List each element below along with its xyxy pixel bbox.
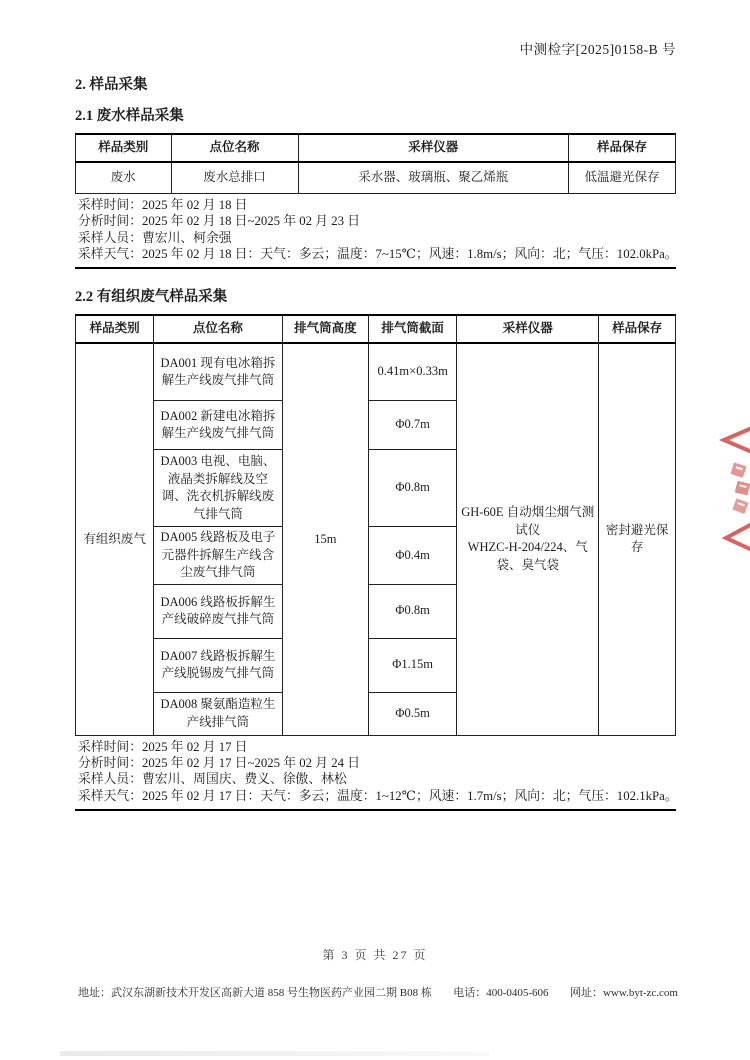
- cell-point-da008: DA008 聚氨酯造粒生产线排气筒: [154, 692, 282, 735]
- gas-info-block: [75, 736, 676, 811]
- section-title-organized-gas: 2.2 有组织废气样品采集: [75, 289, 228, 306]
- cell-category: 废水: [76, 162, 172, 194]
- company-website: 网址：www.byt-zc.com: [569, 987, 678, 999]
- cell-point-da001: DA001 现有电冰箱拆解生产线废气排气筒: [154, 343, 282, 401]
- sampling-staff: 采样人员：曹宏川、周国庆、费义、徐傲、林松: [78, 772, 347, 787]
- wastewater-info-block: [75, 194, 676, 269]
- document-number: 中测检字[2025]0158-B 号: [519, 42, 676, 57]
- page-number: 第 3 页 共 27 页: [322, 948, 428, 962]
- scan-artifact: [60, 1051, 490, 1056]
- wastewater-data-row: [76, 162, 676, 194]
- cell-instrument: [457, 343, 599, 735]
- gas-table: [75, 314, 676, 736]
- col-header-preservation: 样品保存: [599, 315, 676, 343]
- cell-section-da006: Φ0.8m: [369, 584, 457, 638]
- col-header-point-name: 点位名称: [154, 315, 282, 343]
- wastewater-table: [75, 133, 676, 194]
- company-phone: 电话：400-0405-606: [453, 987, 549, 999]
- section-title-wastewater: 2.1 废水样品采集: [75, 108, 184, 124]
- col-header-point-name: 点位名称: [171, 134, 298, 162]
- sampling-time: 采样时间：2025 年 02 月 18 日: [78, 198, 248, 212]
- cell-section-da003: Φ0.8m: [369, 450, 457, 527]
- instrument-line-2: WHZC-H-204/224、气袋、臭气袋: [467, 540, 588, 572]
- col-header-instrument: 采样仪器: [457, 315, 599, 343]
- cell-point-da002: DA002 新建电冰箱拆解生产线废气排气筒: [154, 401, 282, 450]
- red-stamp-fragment: [708, 424, 750, 554]
- analysis-time: 分析时间：2025 年 02 月 18 日~2025 年 02 月 23 日: [78, 214, 361, 229]
- cell-preservation: 低温避光保存: [568, 162, 675, 194]
- sampling-weather: 采样天气：2025 年 02 月 17 日：天气：多云；温度：1~12℃；风速：1.7m/s；风向：北；气压：102.1kPa。: [78, 788, 678, 803]
- col-header-sample-category: 样品类别: [76, 134, 172, 162]
- cell-point: 废水总排口: [171, 162, 298, 194]
- col-header-instrument: 采样仪器: [298, 134, 568, 162]
- cell-preservation: 密封避光保存: [599, 343, 676, 735]
- cell-instrument: 采水器、玻璃瓶、聚乙烯瓶: [298, 162, 568, 194]
- sampling-staff: 采样人员：曹宏川、柯余强: [78, 230, 232, 245]
- cell-section-da005: Φ0.4m: [369, 527, 457, 585]
- sampling-weather: 采样天气：2025 年 02 月 18 日：天气：多云；温度：7~15℃；风速：1.8m/s；风向：北；气压：102.0kPa。: [78, 246, 678, 261]
- section-title-sample-collection: 2. 样品采集: [75, 77, 148, 93]
- cell-section-da007: Φ1.15m: [369, 638, 457, 692]
- gas-row-da001: [76, 343, 676, 401]
- cell-section-da002: Φ0.7m: [369, 401, 457, 450]
- page-content: [75, 0, 676, 811]
- cell-point-da003: DA003 电视、电脑、液晶类拆解线及空调、洗衣机拆解线废气排气筒: [154, 450, 282, 527]
- sampling-time: 采样时间：2025 年 02 月 17 日: [78, 739, 248, 754]
- cell-category: 有组织废气: [76, 343, 154, 735]
- col-header-stack-section: 排气筒截面: [369, 315, 457, 343]
- footer-contact-bar: [78, 984, 678, 1000]
- cell-point-da007: DA007 线路板拆解生产线脱锡废气排气筒: [154, 638, 282, 692]
- cell-point-da006: DA006 线路板拆解生产线破碎废气排气筒: [154, 584, 282, 638]
- instrument-line-1: GH-60E 自动烟尘烟气测试仪: [461, 505, 595, 537]
- col-header-stack-height: 排气筒高度: [282, 315, 369, 343]
- cell-point-da005: DA005 线路板及电子元器件拆解生产线含尘废气排气筒: [154, 527, 282, 585]
- col-header-preservation: 样品保存: [568, 134, 675, 162]
- analysis-time: 分析时间：2025 年 02 月 17 日~2025 年 02 月 24 日: [78, 755, 361, 770]
- wastewater-header-row: [76, 134, 676, 162]
- company-address: 地址：武汉东湖新技术开发区高新大道 858 号生物医药产业园二期 B08 栋: [78, 987, 432, 999]
- cell-section-da001: 0.41m×0.33m: [369, 343, 457, 401]
- cell-section-da008: Φ0.5m: [369, 692, 457, 735]
- cell-stack-height: 15m: [282, 343, 369, 735]
- col-header-sample-category: 样品类别: [76, 315, 154, 343]
- gas-header-row: [76, 315, 676, 343]
